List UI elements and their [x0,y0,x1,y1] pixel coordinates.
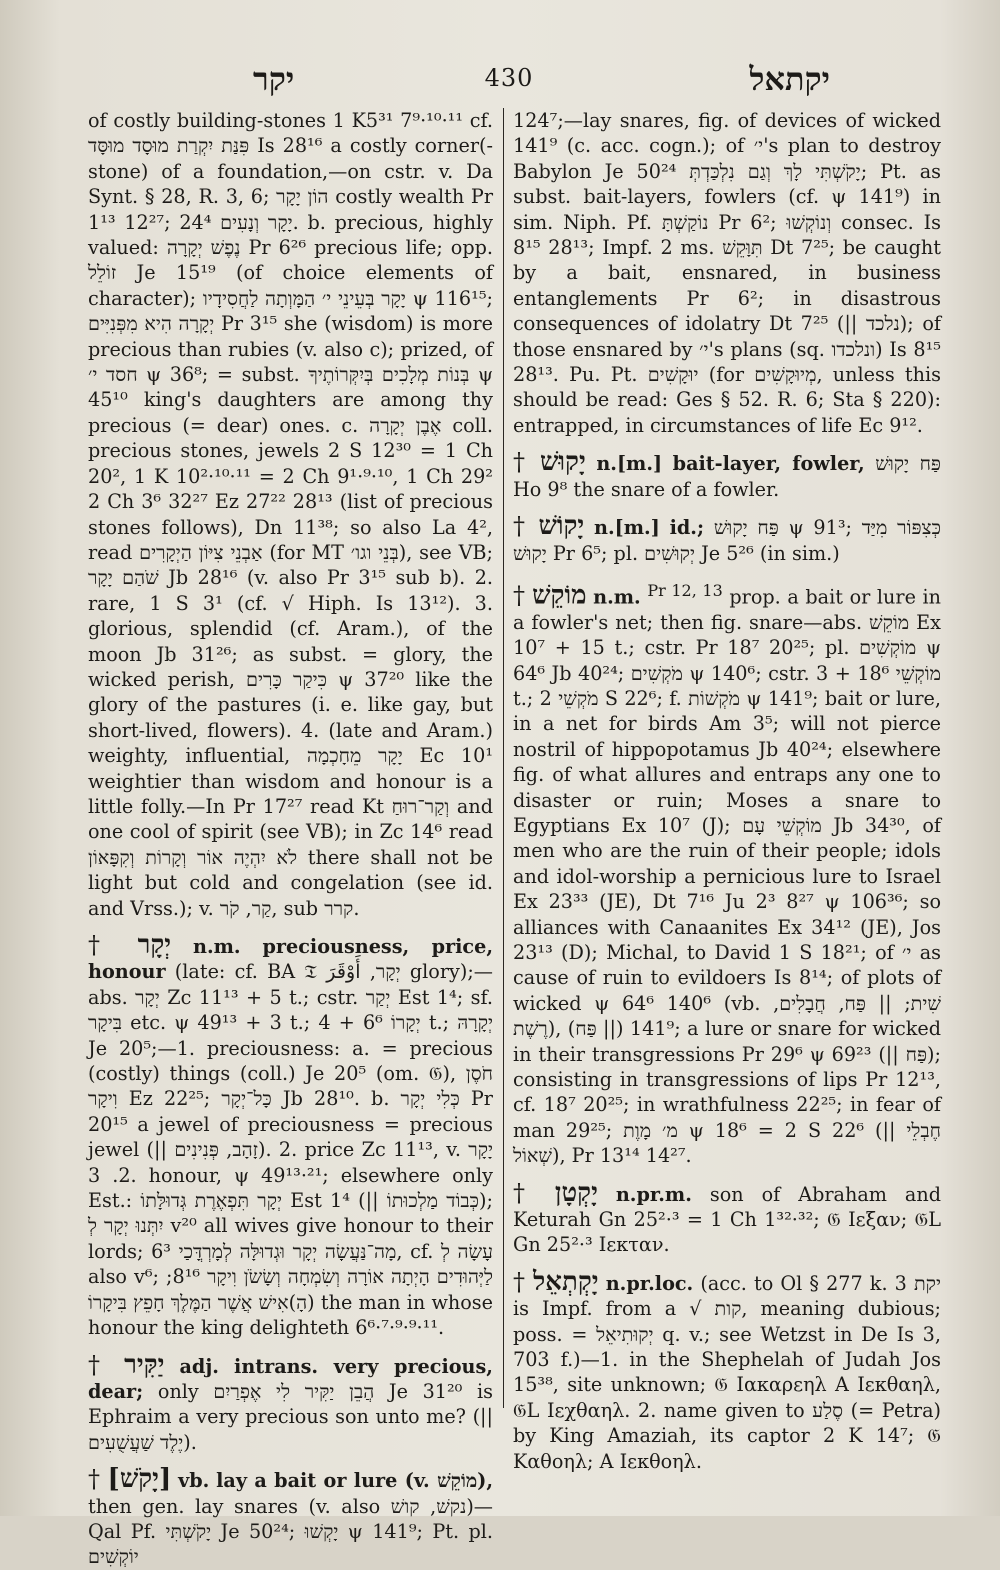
entry-gloss: preciousness, price, honour [88,935,494,984]
entry-gloss: (acc. to Ol § 277 k. 3 יקת is [513,1271,941,1321]
continued-entry-text: of costly building-stones 1 K5³¹ 7⁹·¹⁰·¹¹ cf. פִּנַּת יִקְרַת מוּסָד מוּסָּד Is 28¹⁶ a costly corner(-stone) of a foundation,—on cstr. v. Da Synt. § 28, R. 3, 6; הוֹן יָקָר costly wealth Pr 1¹³ 12²⁷; יָקָר וְנָעִים 24⁴. b. precious, highly valued: נֶפֶשׁ יְקָרָה Pr 6²⁶ precious life; opp. זוֹלֵל Je 15¹⁹ (of choice elements of character); יָקָר בְּעֵינֵי י׳ הַמָּוְתָה לַחֲסִידָיו ψ 116¹⁵; יְקָרָה הִיא מִפְּנִיִּים Pr 3¹⁵ she (wisdom) is more precious than rubies (v. also c); prized, of חסד י׳ ψ 36⁸; = subst. בְּנוֹת מְלָכִים בְּיִקְּרוֹתֶיךָ ψ 45¹⁰ king's daughters are among thy precious (= dear) ones. c. אֶבֶן יְקָרָה coll. precious stones, jewels 2 S 12³⁰ = 1 Ch 20², 1 K 10²·¹⁰·¹¹ = 2 Ch 9¹·⁹·¹⁰, 1 Ch 29² 2 Ch 3⁶ 32²⁷ Ez 27²² 28¹³ (list of precious stones follows), Dn 11³⁸; so also La 4², read אַבְנֵי צִיּוֹן הַיְקָרִים (for MT בְּנֵי וגו׳), see VB; שֹׁהַם יָקָר Jb 28¹⁶ (v. also Pr 3¹⁵ sub b). 2. rare, 1 S 3¹ (cf. √ Hiph. Is 13¹²). 3. glorious, splendid (cf. Aram.), of the moon Jb 31²⁶; as subst. = glory, the wicked perish, כִּיקַר כָּרִים ψ 37²⁰ like the glory of the pastures (i. e. like gay, but short-lived, flowers). 4. (late and Aram.) weighty, influential, יָקָר מֵחָכְמָה Ec 10¹ weightier than wisdom and honour is a little folly.—In Pr 17²⁷ read Kt וְקַר־רוּחַ and one cool of spirit (see VB); in Zc 14⁶ read לֹא יִהְיֶה אוֹר וְקָרוֹת וְקִפָּאוֹן there shall not be light but cold and congelation (see id. and Vrss.); v. קַר, קֹר, sub קרר. [88,109,494,920]
entry-yoqtan [513,1177,941,1258]
right-running-head: יקתאל [749,60,830,98]
entry-body: Gn 25²·³ = 1 Ch 1³²·³²; 𝔊 Ιεξαν; 𝔊L Gn 25²·³ Ιεκταν. [513,1208,941,1257]
entry-lemma: יַקִּיר [124,1349,165,1380]
entry-gloss: prop. a bait or lure in [729,585,942,609]
continued-entry-text: 124⁷;—lay snares, fig. of devices of wicked 141⁹ (c. acc. cogn.); of י׳'s plan to destroy Babylon Je 50²⁴ יָקֹשְׁתִּי לָךְ וְגַם נִלְכַּדְתְּ; Pt. as subst. bait-layers, fowlers (cf. ψ 141⁹) in sim. Niph. Pf. נוֹקַשְׁתָּ Pr 6²; וְנוֹקְשׁוּ consec. Is 8¹⁵ 28¹³; Impf. 2 ms. תִּוָּקֵשׁ Dt 7²⁵; be caught by a bait, ensnared, in business entanglements Pr 6²; in disastrous consequences of idolatry Dt 7²⁵ (|| נלכד); of those ensnared by י׳'s plans (sq. ונלכדו) Is 8¹⁵ 28¹³. Pu. Pt. יוּקָשִׁים (for מְיוּקָשִׁים, unless this should be read: Ges § 52. R. 6; Sta § 220): entrapped, in circumstances of life Ec 9¹². [513,109,942,437]
entry-body: a fowler's net; then fig. snare—abs. מוֹקֵשׁ Ex 10⁷ + 15 t.; cstr. Pr 18⁷ 20²⁵; pl. מוֹקְשִׁים ψ 64⁶ Jb 40²⁴; מֹקְשִׁים ψ 140⁶; cstr. מוֹקְשֵׁי 18⁶ + 3 t.; מֹקְשֵׁי 2 S 22⁶; f. מֹקְשׁוֹת ψ 141⁹; bait or lure, in a net for birds Am 3⁵; will not pierce nostril of hippopotamus Jb 40²⁴; elsewhere fig. of what allures and entraps any one to disaster or ruin; Moses a snare to Egyptians Ex 10⁷ (J); מוֹקְשֵׁי עָם Jb 34³⁰, of men who are the ruin of their people; idols and idol-worship a pernicious lure to Israel Ex 23³³ (JE), Dt 7¹⁶ Ju 2³ 8²⁷ ψ 106³⁶; so alliances with Canaanites Ex 34¹² (JE), Jos 23¹³ (D); Michal, to David 1 S 18²¹; of י׳ as cause of ruin to evildoers Is 8¹⁴; of plots of wicked ψ 64⁶ 140⁶ (vb. שִׁית; || פַּח, חֲבָלִים, רֶשֶׁת), 141⁹ (|| פַּח); a lure or snare for wicked in their transgressions Pr 29⁶ ψ 69²³ (|| פַּח); consisting in transgressions of lips Pr 12¹³, cf. 18⁷ 20²⁵; in wrathfulness 22²⁵; in fear of man 29²⁵; מ׳ מָוֶת ψ 18⁶ = 2 S 22⁶ (|| חֶבְלֵי שְׁאוֹל), Pr 13¹⁴ 14²⁷. [513,610,942,1168]
entry-yqsh [88,1464,494,1570]
dagger-mark: † [88,1350,109,1379]
entry-grammar: n.m. [193,935,241,958]
entry-grammar: vb. [178,1469,210,1493]
entry-body: Impf. from a √ קות, meaning dubious; poss. = יְקוּתִיאֵל q. v.; see Wetzst in De Is 3, 703 f.)—1. in the Shephelah of Judah Jos 15³⁸, site unknown; 𝔊 Ιακαρεηλ Α Ιεκθαηλ, 𝔊L Ιεχθαηλ. 2. name given to סֶלַע (= Petra) by King Amaziah, its captor 2 K 14⁷; 𝔊 Καθοηλ; Α Ιεκθοηλ. [513,1297,942,1473]
entry-gloss: id.; [669,516,705,540]
entry-lemma: יָקְתְאֵל [533,1266,599,1297]
entry-grammar: n.m. [593,585,641,609]
entry-yoqtheel [513,1266,942,1474]
entry-yaqqir [88,1349,493,1456]
entry-lemma: יְקָר [137,930,172,960]
right-column [513,108,941,1474]
entry-grammar: n.pr.m. [615,1182,692,1206]
entry-grammar-superscript: Pr 12, 13 [647,580,723,600]
left-column [88,108,493,1570]
entry-yaqosh [513,511,941,566]
entry-grammar: n.pr.loc. [605,1271,694,1295]
entry-body: פַּח יָקוּשׁ Ho 9⁸ the snare of a fowler. [513,452,941,501]
page-number: 430 [484,64,534,92]
entry-body: only הֲבֵן יַקִּיר לִי אֶפְרַיִם Je 31²⁰ is Ephraim a very precious son unto me? (|| יֶלֶד שַׁעֲשֻׁעִים). [88,1379,493,1454]
entry-gloss: son of Abraham and Keturah [513,1182,941,1232]
entry-moqesh [513,578,941,1169]
entry-gloss: bait-layer, fowler, [672,452,865,476]
entry-lemma: יָקוּשׁ [540,447,586,478]
dagger-mark: † [513,1178,537,1207]
dagger-mark: † [513,1267,527,1296]
dagger-mark: † [88,931,116,959]
dagger-mark: † [513,448,530,477]
entry-grammar: adj. [179,1354,219,1378]
entry-grammar: n.[m.] [594,516,660,540]
entry-gloss: intrans. very precious, dear; [88,1354,493,1403]
entry-body: (late: cf. BA 𝔗 יְקָר, ﺃَﻭْﻗَﺮَ glory);—abs. יְקָר Zc 11¹³ + 5 t.; cstr. יְקַר Est 1⁴; sf. בִּיקָר etc. ψ 49¹³ + 3 t.; יְקָרוֹ 6⁶ + 4 t.; יְקָרָהּ Je 20⁵;—1. preciousness: a. = precious (costly) things (coll.) Je 20⁵ (om. 𝔊), חֹסֶן וִיקָר Ez 22²⁵; כָּל־יְקָר Jb 28¹⁰. b. כְּלִי יְקָר Pr 20¹⁵ a jewel of preciousness = precious jewel (|| זָהָב, פְּנִינִים). 2. price Zc 11¹³, v. יָקָר 2. 3. honour, ψ 49¹³·²¹; elsewhere only Est.: יְקָר תִּפְאֶרֶת גְּדוּלָּתוֹ Est 1⁴ (|| כְּבוֹד מַלְכוּתוֹ); יִתְּנוּ יְקָר לְ v²⁰ all wives give honour to their lords; מָה־נַּעֲשָׂה יְקָר וּגְדוּלָּה לְמָרְדֳּכַי 6³, cf. עָשָׂה לְ also v⁶; לַיְּהוּדִים הָיְתָה אוֹרָה וְשִׂמְחָה וְשָׂשֹׂן וִיקָר 8¹⁶; (הָ)אִישׁ אֲשֶׁר הַמֶּלֶךְ חָפֵץ בִּיקָרוֹ the man in whose honour the king delighteth 6⁶·⁷·⁹·⁹·¹¹. [88,960,494,1340]
entry-gloss: lay a bait or lure (v. מוֹקֵשׁ), [216,1469,493,1493]
entry-lemma: יָקְטָן [554,1177,598,1208]
entry-lemma: [יָקֹשׁ] [107,1464,172,1495]
page-header [88,60,930,100]
left-running-head: יקר [253,60,295,98]
entry-yeqar [88,930,494,1341]
dagger-mark: † [513,581,526,610]
entry-grammar: n.[m.] [596,452,663,476]
entry-lemma: יָקוֹשׁ [538,511,585,542]
column-divider [503,108,504,1408]
dagger-mark: † [88,1465,101,1494]
entry-yaqush [513,447,941,502]
entry-lemma: מוֹקֵשׁ [532,580,587,611]
entry-body: then gen. lay snares (v. also נקשׁ, קושׁ)—Qal Pf. יָקֹשְׁתִּי Je 50²⁴; יָקְשׁוּ ψ 141⁹; Pt. pl. יוֹקְשִׁים [88,1494,494,1569]
dagger-mark: † [513,512,529,541]
entry-body: פַּח יָקוּשׁ ψ 91³; כְּצִפּוֹר מִיַּד יָקוּשׁ Pr 6⁵; pl. יְקוּשִׁים Je 5²⁶ (in sim.) [513,516,941,565]
